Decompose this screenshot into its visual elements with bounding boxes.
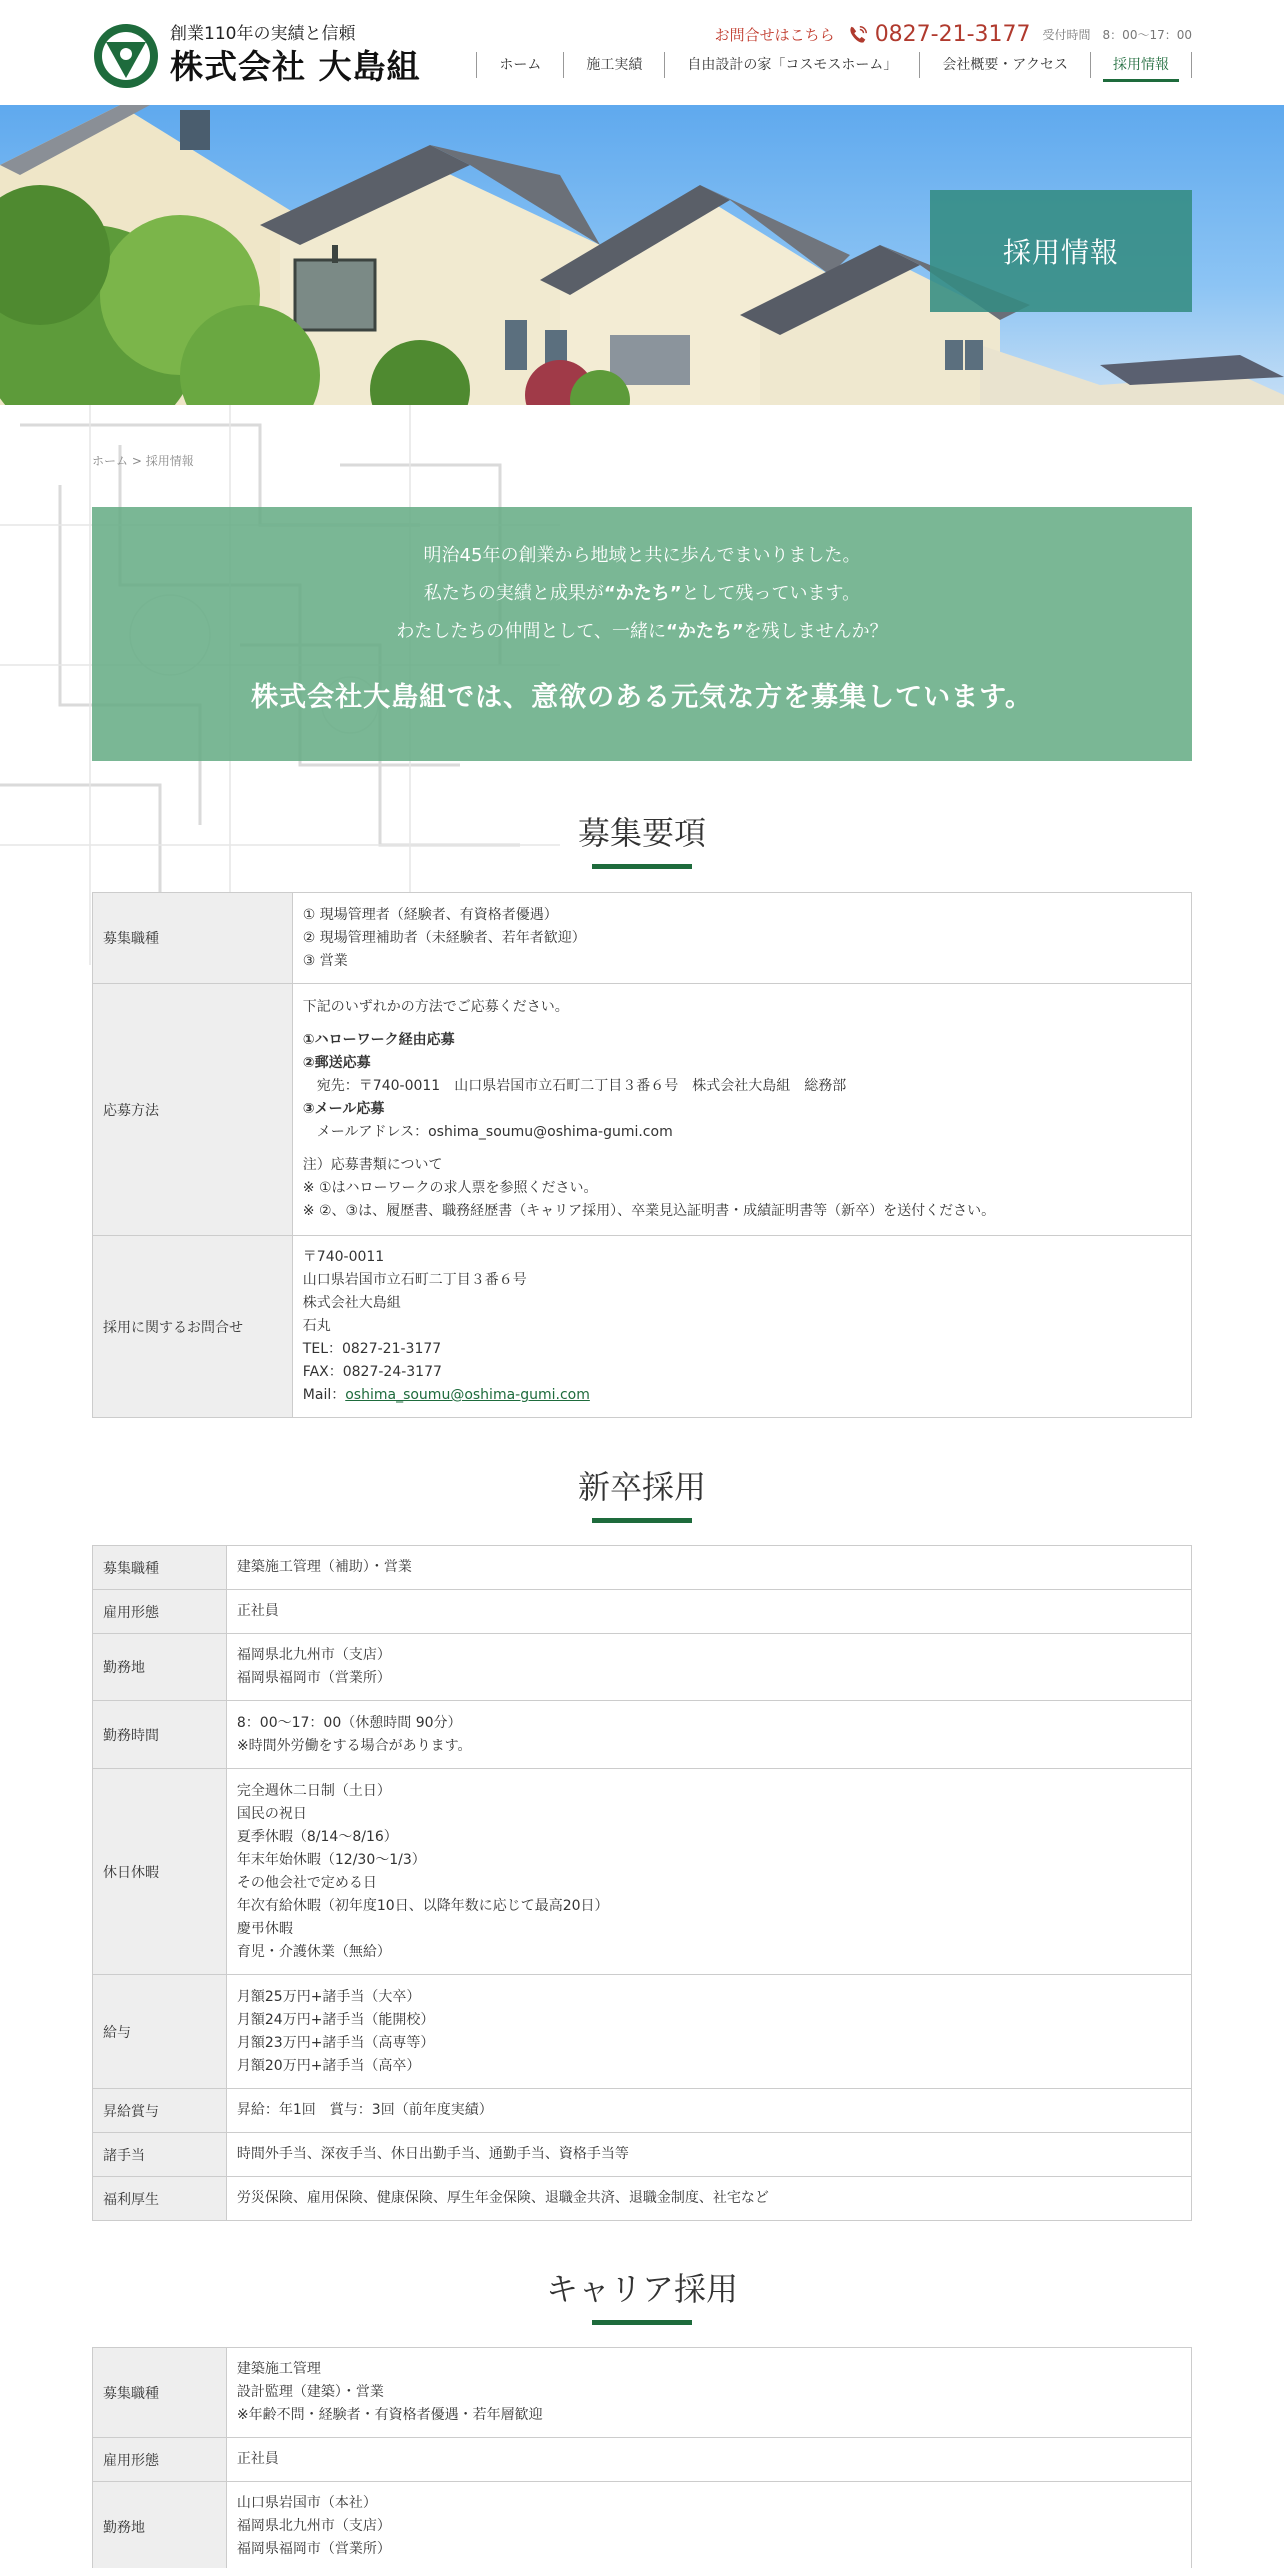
table-row: [93, 2133, 1192, 2177]
row-label: 給与: [93, 1975, 227, 2089]
intro-line-1: 明治45年の創業から地域と共に歩んでまいりました。: [423, 545, 861, 566]
nav-works[interactable]: 施工実績: [563, 52, 664, 78]
table-row: [93, 2348, 1192, 2438]
phone-icon: [847, 24, 869, 46]
breadcrumb: [92, 452, 194, 469]
row-value: 建築施工管理（補助）・営業: [226, 1546, 1191, 1590]
table-row: [93, 1975, 1192, 2089]
intro-line-2: 私たちの実績と成果が“かたち”として残っています。: [423, 583, 861, 604]
row-value: 下記のいずれかの方法でご応募ください。 ①ハローワーク経由応募 ②郵送応募 宛先：〒740-0011 山口県岩国市立石町二丁目３番６号 株式会社大島組 総務部 ③メール応募 メールアドレス：oshima_soumu@oshima-gumi.com 注）応募書類について ※ ①はハローワークの求人票を参照ください。 ※ ②、③は、履歴書、職務経歴書（キャリア採用）、卒業見込証明書・成績証明書等（新卒）を送付ください。: [292, 984, 1191, 1236]
row-value: ① 現場管理者（経験者、有資格者優遇） ② 現場管理補助者（未経験者、若年者歓迎） ③ 営業: [292, 893, 1191, 984]
section-title-career: キャリア採用: [0, 2264, 1284, 2325]
nav-home[interactable]: ホーム: [476, 52, 563, 78]
breadcrumb-separator: >: [131, 454, 142, 468]
row-value: 〒740-0011 山口県岩国市立石町二丁目３番６号 株式会社大島組 石丸 TEL：0827-21-3177 FAX：0827-24-3177 Mail：oshima_soumu@oshima-gumi.com: [292, 1236, 1191, 1418]
hero-title-box: [930, 190, 1192, 312]
logo-company-name: 株式会社 大島組: [170, 47, 421, 87]
row-value: 時間外手当、深夜手当、休日出勤手当、通勤手当、資格手当等: [226, 2133, 1191, 2177]
section-title-shinsotsu: 新卒採用: [0, 1462, 1284, 1523]
row-label: 勤務地: [93, 2482, 227, 2568]
logo-tagline: 創業110年の実績と信頼: [170, 24, 356, 45]
table-row: [93, 893, 1192, 984]
main-nav: [476, 52, 1192, 78]
header-contact: [715, 22, 1192, 47]
site-logo[interactable]: [92, 22, 421, 90]
site-header: [0, 0, 1284, 105]
career-table: [92, 2347, 1192, 2568]
table-row: [93, 2482, 1192, 2568]
table-row: [93, 2438, 1192, 2482]
table-row: [93, 2177, 1192, 2221]
row-value: 月額25万円+諸手当（大卒） 月額24万円+諸手当（能開校） 月額23万円+諸手当（高専等） 月額20万円+諸手当（高卒）: [226, 1975, 1191, 2089]
row-value: 建築施工管理 設計監理（建築）・営業 ※年齢不問・経験者・有資格者優遇・若年層歓迎: [226, 2348, 1191, 2438]
table-row: [93, 1546, 1192, 1590]
hero-banner: [0, 105, 1284, 405]
row-label: 勤務地: [93, 1634, 227, 1701]
table-row: [93, 1701, 1192, 1769]
table-row: [93, 1634, 1192, 1701]
hero-title: 採用情報: [1002, 236, 1119, 269]
nav-cosmos-home[interactable]: 自由設計の家「コスモスホーム」: [664, 52, 919, 78]
contact-label: お問合せはこちら: [714, 26, 835, 44]
nav-company[interactable]: 会社概要・アクセス: [919, 52, 1090, 78]
row-value: 昇給：年1回 賞与：3回（前年度実績）: [226, 2089, 1191, 2133]
contact-email-link[interactable]: oshima_soumu@oshima-gumi.com: [345, 1387, 590, 1403]
table-row: [93, 984, 1192, 1236]
row-label: 雇用形態: [93, 1590, 227, 1634]
row-label: 雇用形態: [93, 2438, 227, 2482]
row-label: 採用に関するお問合せ: [93, 1236, 293, 1418]
phone-number[interactable]: 0827-21-3177: [874, 22, 1031, 47]
shinsotsu-table: [92, 1545, 1192, 2221]
boshu-table: [92, 892, 1192, 1418]
business-hours: 受付時間 8：00～17：00: [1042, 28, 1192, 42]
company-logo-icon: [92, 22, 160, 90]
table-row: [93, 1769, 1192, 1975]
breadcrumb-current: 採用情報: [145, 454, 194, 468]
row-value: 完全週休二日制（土日） 国民の祝日 夏季休暇（8/14～8/16） 年末年始休暇（12/30～1/3） その他会社で定める日 年次有給休暇（初年度10日、以降年数に応じて最高20日） 慶弔休暇 育児・介護休業（無給）: [226, 1769, 1191, 1975]
row-value: 山口県岩国市（本社） 福岡県北九州市（支店） 福岡県福岡市（営業所）: [226, 2482, 1191, 2568]
row-label: 福利厚生: [93, 2177, 227, 2221]
row-label: 昇給賞与: [93, 2089, 227, 2133]
table-row: [93, 1590, 1192, 1634]
table-row: [93, 1236, 1192, 1418]
row-value: 正社員: [226, 2438, 1191, 2482]
row-label: 募集職種: [93, 893, 293, 984]
row-label: 休日休暇: [93, 1769, 227, 1975]
breadcrumb-home[interactable]: ホーム: [92, 454, 129, 468]
row-label: 募集職種: [93, 2348, 227, 2438]
row-label: 諸手当: [93, 2133, 227, 2177]
intro-banner: [92, 507, 1192, 761]
row-label: 応募方法: [93, 984, 293, 1236]
row-label: 勤務時間: [93, 1701, 227, 1769]
row-value: 福岡県北九州市（支店） 福岡県福岡市（営業所）: [226, 1634, 1191, 1701]
intro-line-3: わたしたちの仲間として、一緒に“かたち”を残しませんか？: [396, 621, 888, 642]
row-label: 募集職種: [93, 1546, 227, 1590]
row-value: 正社員: [226, 1590, 1191, 1634]
nav-recruit[interactable]: 採用情報: [1090, 52, 1192, 78]
section-title-boshu: 募集要項: [0, 808, 1284, 869]
table-row: [93, 2089, 1192, 2133]
row-value: 8：00～17：00（休憩時間 90分） ※時間外労働をする場合があります。: [226, 1701, 1191, 1769]
intro-headline: 株式会社大島組では、意欲のある元気な方を募集しています。: [251, 682, 1033, 713]
row-value: 労災保険、雇用保険、健康保険、厚生年金保険、退職金共済、退職金制度、社宅など: [226, 2177, 1191, 2221]
